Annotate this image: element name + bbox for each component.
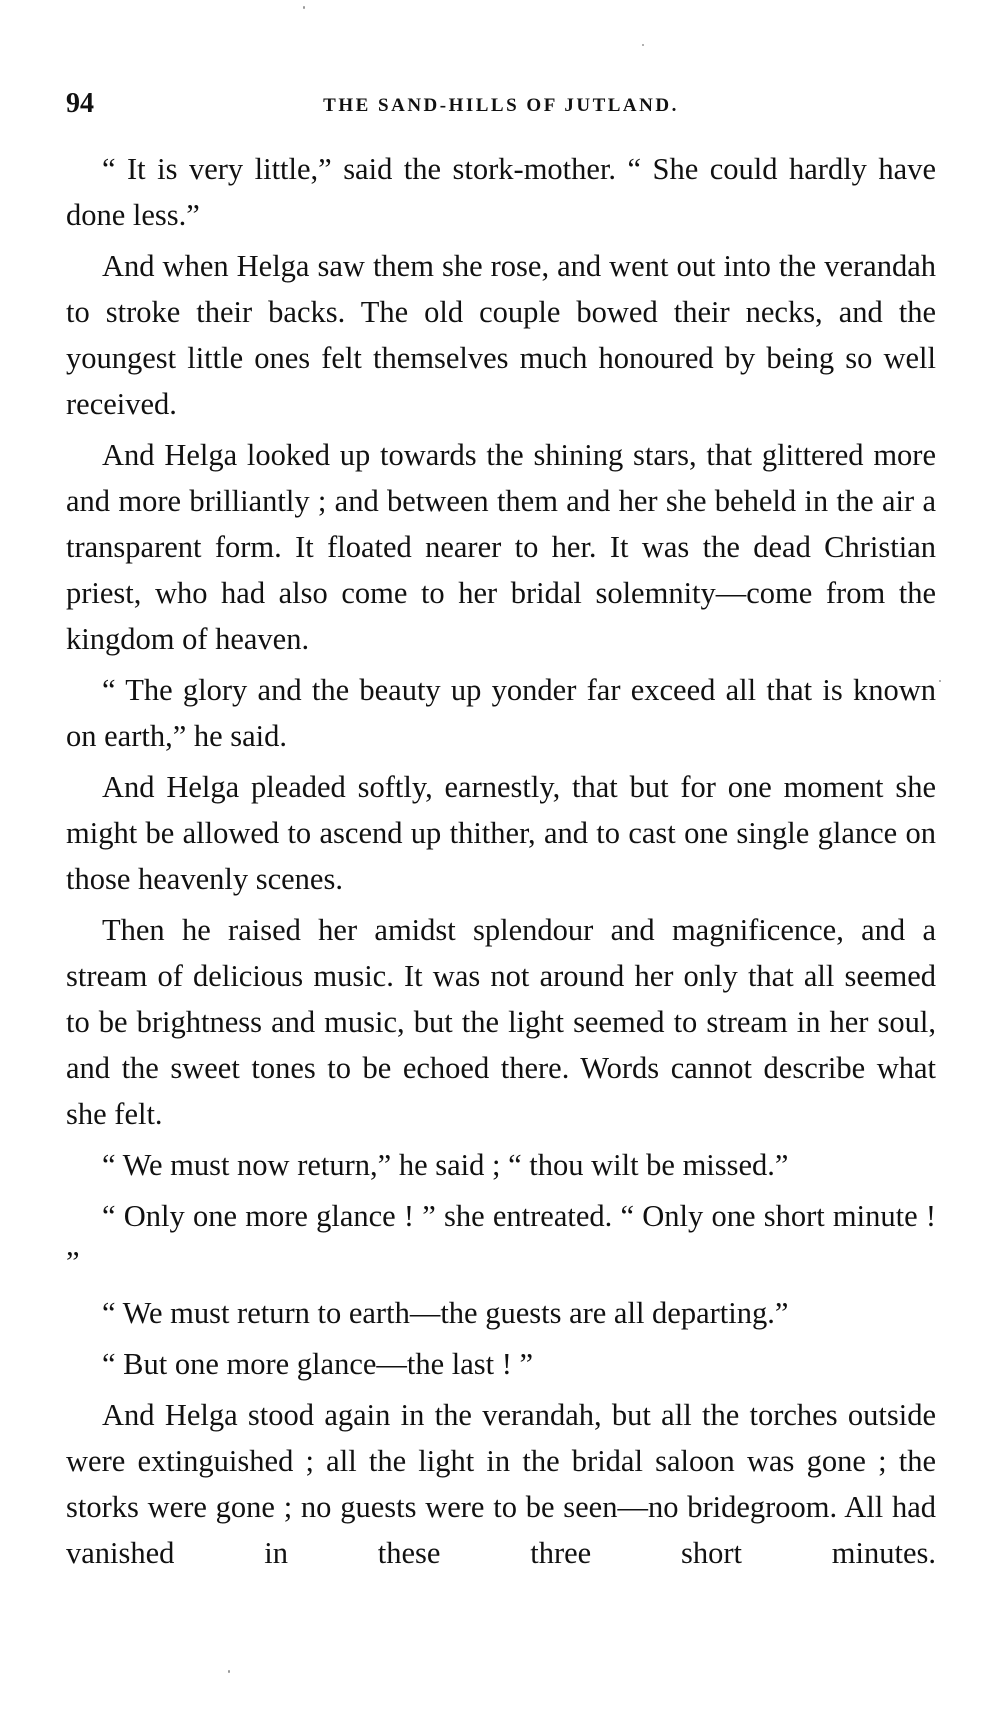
paragraph: “ We must return to earth—the guests are all departing.” bbox=[102, 1296, 789, 1330]
page-number: 94 bbox=[66, 88, 94, 119]
paragraph: And when Helga saw them she rose, and went out into the verandah to stroke their backs. The old couple bowed their necks, and the youngest little ones felt themselves much honoured by being so well received. bbox=[66, 249, 936, 421]
paragraph: And Helga pleaded softly, earnestly, that but for one moment she might be allowed to ascend up thither, and to cast one single glance on those heavenly scenes. bbox=[66, 770, 936, 896]
print-speck bbox=[303, 6, 305, 9]
body-text bbox=[66, 146, 936, 1581]
paragraph: “ But one more glance—the last ! ” bbox=[102, 1347, 534, 1381]
paragraph: Then he raised her amidst splendour and magnificence, and a stream of delicious music. It was not around her only that all seemed to be brightness and music, but the light seemed to stream in her soul, and the sweet tones to be echoed there. Words cannot describe what she felt. bbox=[66, 913, 936, 1131]
running-title: THE SAND-HILLS OF JUTLAND. bbox=[323, 95, 679, 116]
paragraph: And Helga stood again in the verandah, but all the torches outside were extinguished ; all the light in the bridal saloon was gone ; the storks were gone ; no guests were to be seen—no bridegroom. All had vanished in these three short minutes. bbox=[66, 1398, 936, 1570]
print-speck bbox=[939, 680, 941, 682]
running-head bbox=[66, 88, 936, 128]
paragraph: “ The glory and the beauty up yonder far exceed all that is known on earth,” he said. bbox=[66, 673, 936, 753]
print-speck bbox=[642, 44, 644, 46]
paragraph: “ It is very little,” said the stork-mother. “ She could hardly have done less.” bbox=[66, 152, 936, 232]
paragraph: “ Only one more glance ! ” she entreated. “ Only one short minute ! ” bbox=[66, 1199, 936, 1279]
print-speck bbox=[228, 1670, 230, 1673]
paragraph: “ We must now return,” he said ; “ thou wilt be missed.” bbox=[102, 1148, 789, 1182]
paragraph: And Helga looked up towards the shining stars, that glittered more and more brilliantly ; and between them and her she beheld in the air a transparent form. It floated nearer to her. It was the dead Christian priest, who had also come to her bridal solemnity—come from the kingdom of heaven. bbox=[66, 438, 936, 656]
